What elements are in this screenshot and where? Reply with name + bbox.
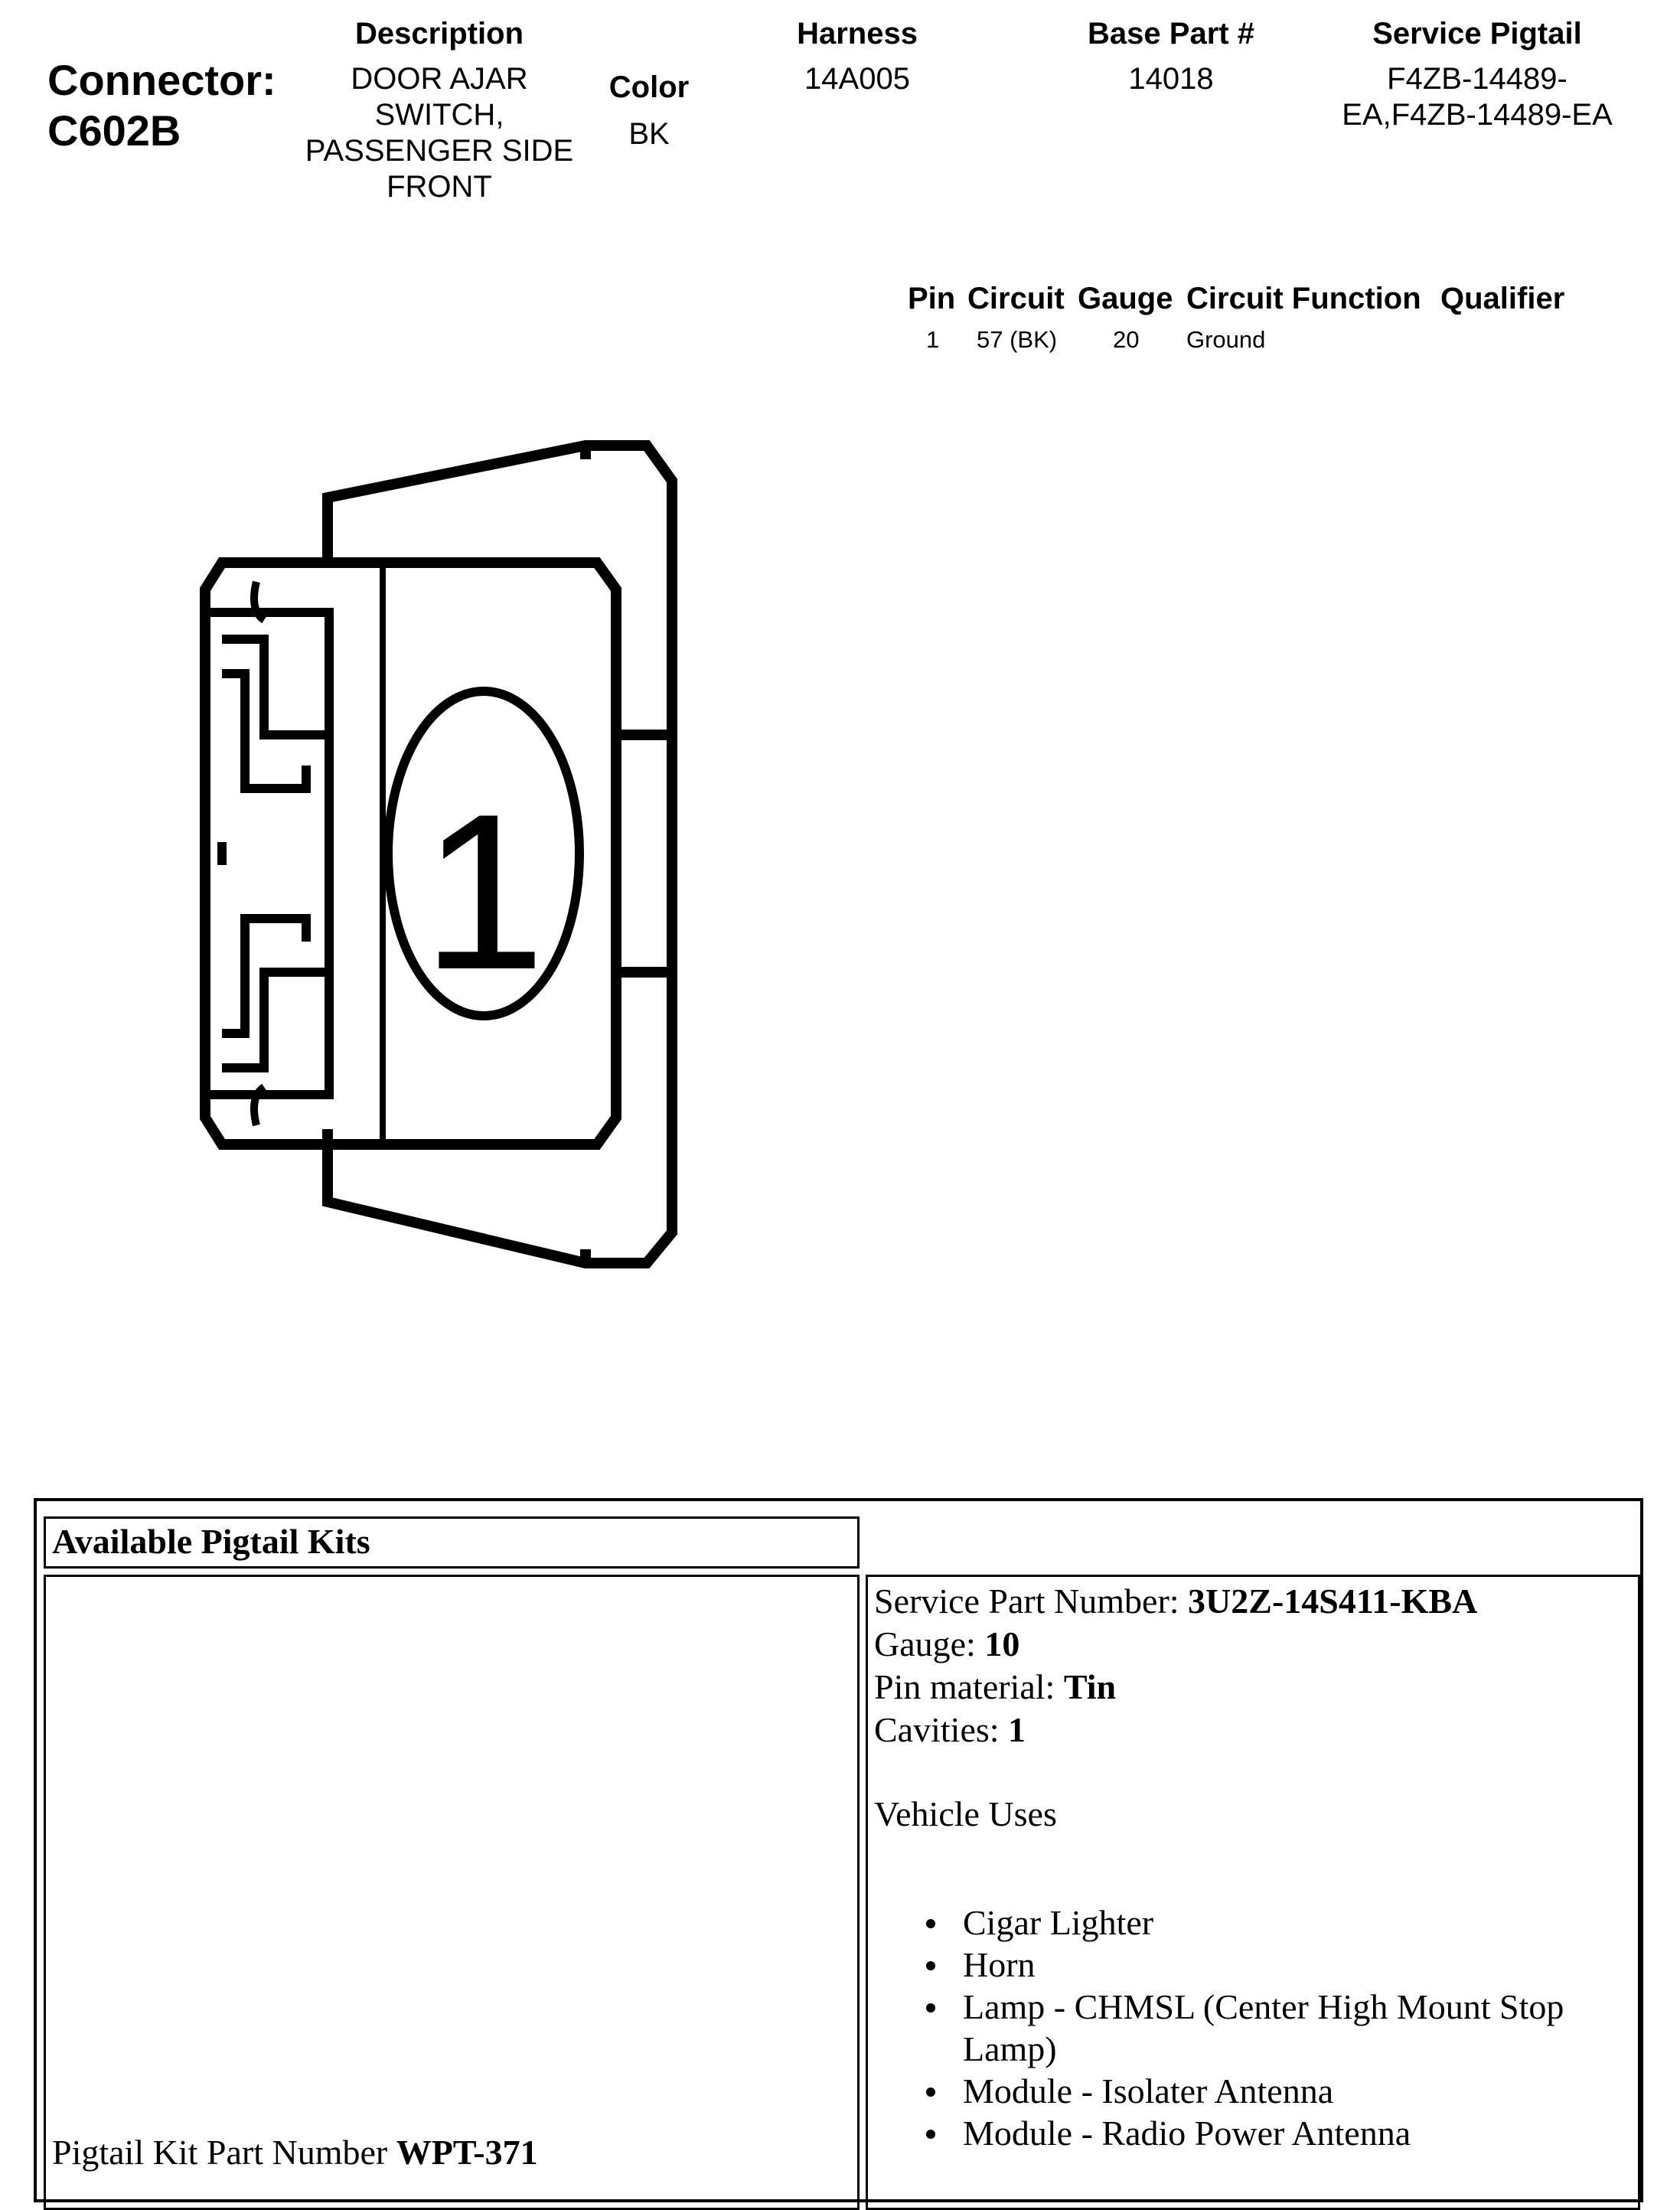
color-heading: Color: [608, 70, 690, 104]
gauge-value: 10: [984, 1624, 1020, 1663]
pin-circuit-cell: 57 (BK): [977, 326, 1058, 353]
vehicle-use-text: Lamp - CHMSL (Center High Mount Stop Lamp): [963, 1987, 1564, 2068]
list-item: [868, 1902, 1633, 1944]
bullet-icon: [926, 1961, 935, 1970]
vehicle-use-text: Cigar Lighter: [963, 1903, 1154, 1942]
service-pigtail-value: F4ZB-14489-EA,F4ZB-14489-EA: [1342, 62, 1613, 132]
latch-upper: [222, 639, 329, 735]
keyway: [616, 735, 672, 972]
base-part-heading: Base Part #: [1088, 17, 1254, 51]
pin-number-cell: 1: [926, 326, 940, 353]
cavities-value: 1: [1008, 1710, 1026, 1749]
list-item: [868, 1944, 1633, 1986]
service-part-value: 3U2Z-14S411-KBA: [1188, 1582, 1478, 1621]
latch-bottom-hook: [254, 1087, 264, 1125]
gauge-line: [874, 1623, 1477, 1666]
harness-heading: Harness: [797, 17, 918, 51]
connector-face-diagram: [191, 429, 689, 1278]
service-part-line: [874, 1580, 1477, 1623]
description-heading: Description: [354, 17, 524, 51]
connector-label: Connector:: [47, 56, 276, 104]
pin-gauge-cell: 20: [1113, 326, 1140, 353]
bullet-icon: [926, 2088, 935, 2097]
latch-top-hook: [254, 582, 264, 620]
service-pigtail-heading: Service Pigtail: [1372, 17, 1582, 51]
harness-value: 14A005: [804, 62, 910, 96]
connector-id: C602B: [47, 106, 181, 155]
gauge-label: Gauge:: [874, 1624, 985, 1663]
pin-header-gauge: Gauge: [1078, 282, 1173, 315]
pin-header-circuit: Circuit: [967, 282, 1065, 315]
cavities-label: Cavities:: [874, 1710, 1009, 1749]
description-value: DOOR AJAR SWITCH, PASSENGER SIDE FRONT: [305, 62, 574, 204]
kit-details: [874, 1580, 1477, 1836]
vehicle-uses-heading: Vehicle Uses: [874, 1794, 1057, 1833]
pin-header-circuit-function: Circuit Function: [1186, 282, 1421, 315]
vehicle-use-text: Module - Isolater Antenna: [963, 2071, 1334, 2110]
list-item: [868, 1986, 1633, 2070]
kit-part-value: WPT-371: [396, 2133, 538, 2172]
pin-header-qualifier: Qualifier: [1440, 282, 1565, 315]
color-value: BK: [628, 117, 670, 151]
kit-part-label: Pigtail Kit Part Number: [52, 2133, 396, 2172]
service-part-label: Service Part Number:: [874, 1582, 1189, 1621]
cavities-line: [874, 1709, 1477, 1751]
bullet-icon: [926, 1919, 935, 1928]
kits-title-cell: [44, 1516, 860, 1569]
vehicle-uses-list: [868, 1902, 1633, 2154]
list-item: [868, 2112, 1633, 2154]
kit-part-cell: [44, 1575, 860, 2210]
vehicle-use-text: Horn: [963, 1945, 1036, 1984]
pin-function-cell: Ground: [1186, 326, 1266, 353]
latch-lower: [222, 972, 329, 1068]
kits-title: Available Pigtail Kits: [52, 1522, 370, 1561]
pin-cavity-label: 1: [422, 768, 546, 1016]
base-part-value: 14018: [1128, 62, 1214, 96]
pin-material-line: [874, 1666, 1477, 1709]
pin-header-pin: Pin: [908, 282, 956, 315]
bullet-icon: [926, 2003, 935, 2013]
list-item: [868, 2070, 1633, 2112]
pigtail-kits-table: [34, 1498, 1643, 2202]
vehicle-use-text: Module - Radio Power Antenna: [963, 2114, 1411, 2153]
bullet-icon: [926, 2130, 935, 2139]
pin-material-label: Pin material:: [874, 1667, 1064, 1706]
connector-title: [47, 55, 276, 156]
kit-part-number: [52, 2131, 538, 2174]
pin-material-value: Tin: [1063, 1667, 1117, 1706]
kit-details-cell: [866, 1575, 1640, 2210]
